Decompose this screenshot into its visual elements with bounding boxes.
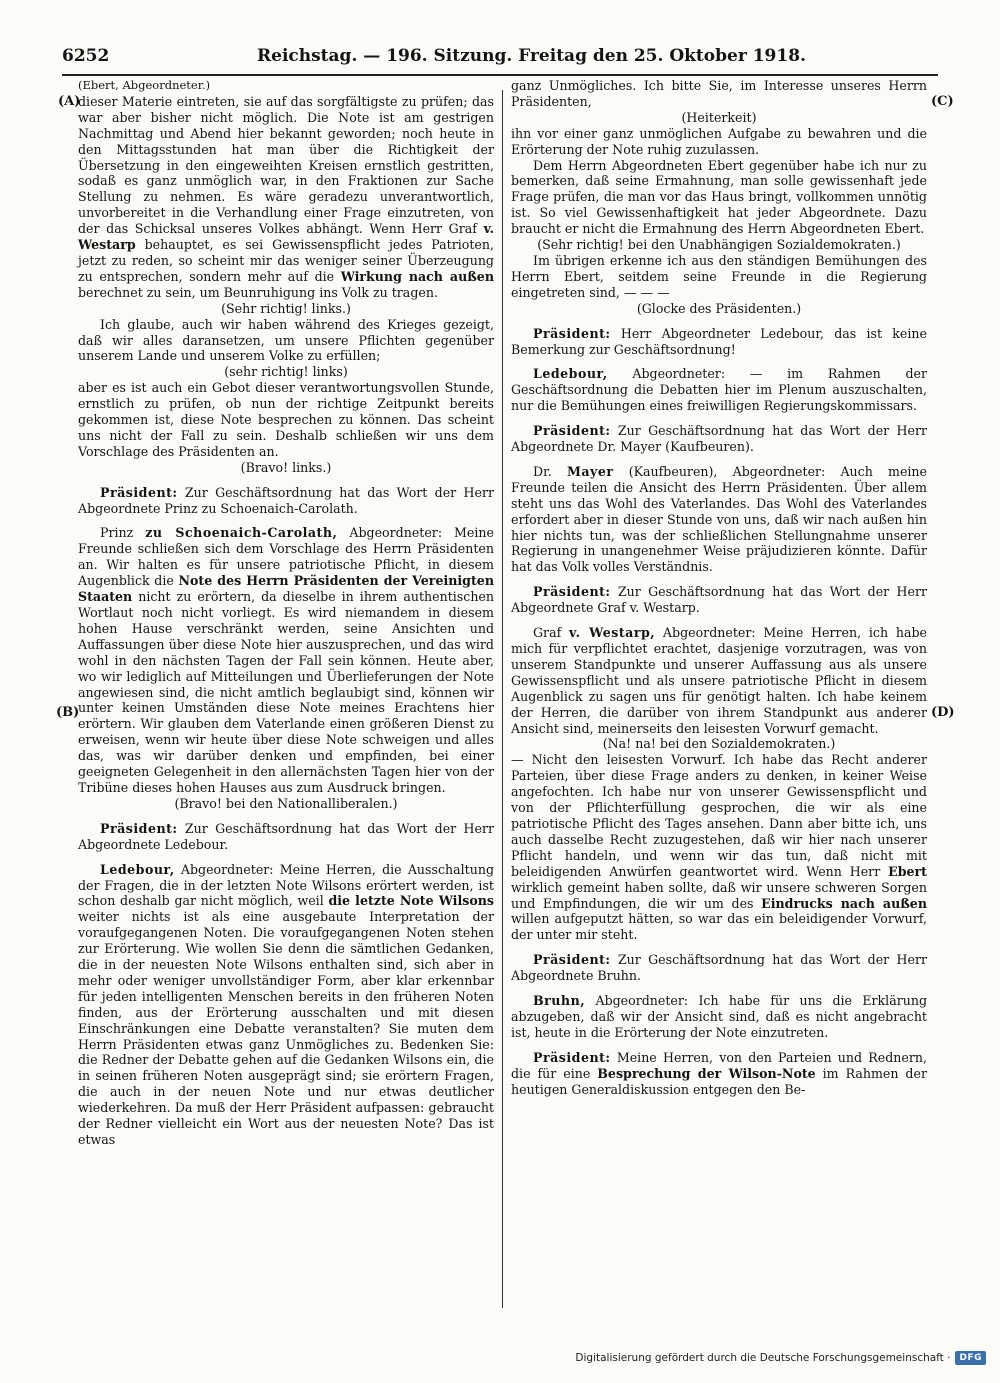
margin-marker-b: (B) [56, 705, 80, 720]
digitization-footer [575, 1351, 986, 1365]
speech-entry: Präsident: Zur Geschäftsordnung hat das Wort der Herr Abgeordnete Graf v. Westarp. [511, 584, 927, 616]
speaker-name: Bruhn, [533, 993, 586, 1009]
speech-entry: Präsident: Herr Abgeordneter Ledebour, das ist keine Bemerkung zur Geschäftsordnung! [511, 325, 927, 357]
speaker-name: Ledebour, [100, 861, 175, 877]
running-title: Reichstag. — 196. Sitzung. Freitag den 25. Oktober 1918. [257, 46, 806, 66]
speech-entry: Dr. Mayer (Kaufbeuren), Abgeordneter: Auch meine Freunde teilen die Ansicht des Herrn Präsidenten. Über allem steht uns das Wohl des Vaterlandes. Das Wohl des Vaterlandes erfordert aber in dieser Stunde von uns, daß wir nach außen hin hier nichts tun, was der schließlichen Stellungnahme unserer Regierung in unangenehmer Weise präjudizieren könnte. Dafür hat das Volk volles Verständnis. [511, 463, 927, 575]
paragraph: ihn vor einer ganz unmöglichen Aufgabe zu bewahren und die Erörterung der Note ruhig zuzulassen. [511, 125, 927, 157]
speaker-name: Präsident: [533, 423, 611, 439]
interjection: (Sehr richtig! links.) [221, 300, 351, 316]
speaker-name: zu Schoenaich-Carolath, [145, 525, 338, 541]
paragraph: Dem Herrn Abgeordneten Ebert gegenüber habe ich nur zu bemerken, daß seine Ermahnung, man solle gewissenhaft jede Frage prüfen, die man vor das Haus bringt, vollkommen unnötig ist. So viel Gewissenhaftigkeit hat jeder Abgeordnete. Dazu braucht er nicht die Ermahnung des Herrn Abgeordneten Ebert. [511, 157, 927, 237]
speaker-name: Präsident: [533, 1049, 611, 1065]
speaker-name: Präsident: [533, 952, 611, 968]
interjection: (Na! na! bei den Sozialdemokraten.) [602, 736, 836, 752]
speaker-name: Mayer [566, 463, 614, 479]
margin-marker-d: (D) [931, 705, 955, 720]
paragraph: ganz Unmögliches. Ich bitte Sie, im Interesse unseres Herrn Präsidenten, [511, 78, 927, 109]
page-header [62, 46, 938, 74]
paragraph: aber es ist auch ein Gebot dieser verantwortungsvollen Stunde, ernstlich zu prüfen, ob nun der richtige Zeitpunkt bereits gekommen ist, diese Note besprechen zu können. Das scheint uns nicht der Fall zu sein. Deshalb schließen wir uns dem Vorschlage des Präsidenten an. [78, 380, 494, 459]
speaker-name: Präsident: [100, 820, 178, 836]
interjection: (Bravo! links.) [240, 459, 332, 475]
paragraph: — Nicht den leisesten Vorwurf. Ich habe das Recht anderer Parteien, über diese Frage anders zu denken, in keiner Weise angefochten. Ich habe nur von unserer Gewissenspflicht und von der Pflichterfüllung gesprochen, die wir als eine patriotische Pflicht des Tages ansehen. Dann aber bitte ich, uns auch dasselbe Recht zuzugestehen, daß wir hier nach unserer Pflicht handeln, und wenn wir das tun, daß nicht mit beleidigenden Anwürfen geantwortet wird. Wenn Herr Ebert wirklich gemeint haben sollte, daß wir unsere schweren Sorgen und Empfindungen, die wir um des Eindrucks nach außen willen aufgeputzt hätten, so war das ein beleidigender Vorwurf, der unter mir steht. [511, 752, 927, 943]
speaker-name: Präsident: [100, 484, 178, 500]
interjection: (Sehr richtig! bei den Unabhängigen Sozialdemokraten.) [537, 237, 901, 253]
margin-marker-a: (A) [58, 94, 81, 109]
speech-entry: Präsident: Zur Geschäftsordnung hat das Wort der Herr Abgeordnete Ledebour. [78, 820, 494, 852]
speaker-name: Präsident: [533, 325, 611, 341]
speech-entry: Prinz zu Schoenaich-Carolath, Abgeordneter: Meine Freunde schließen sich dem Vorschlage des Herrn Präsidenten an. Wir halten es für unsere patriotische Pflicht, in diesem Augenblick die Note des Herrn Präsidenten der Vereinigten Staaten nicht zu erörtern, da dieselbe in ihrem authentischen Wortlaut noch nicht vorliegt. Es wird niemandem in diesem hohen Hause verschränkt werden, seine Ansichten und Auffassungen über diese Note hier auszusprechen, und das wird wohl in den nächsten Tagen der Fall sein können. Heute aber, wo wir lediglich auf Mitteilungen und Überlieferungen der Note angewiesen sind, die nicht amtlich beglaubigt sind, können wir unter keinen Umständen diese Note meines Erachtens hier erörtern. Wir glauben dem Vaterlande einen größeren Dienst zu erweisen, wenn wir heute über diese Note schweigen und alles das, was wir darüber denken und empfinden, bei einer geeigneten Gelegenheit in den allernächsten Tagen hier von der Tribüne dieses hohen Hauses aus zum Ausdruck bringen. [78, 525, 494, 795]
speaker-name: Ledebour, [533, 366, 608, 382]
speaker-name: Präsident: [533, 584, 611, 600]
column-divider [502, 90, 503, 1308]
speech-entry: Präsident: Zur Geschäftsordnung hat das Wort der Herr Abgeordnete Dr. Mayer (Kaufbeuren). [511, 423, 927, 455]
footer-text: Digitalisierung gefördert durch die Deutsche Forschungsgemeinschaft · [575, 1352, 951, 1364]
continued-speaker: (Ebert, Abgeordneter.) [78, 78, 211, 92]
interjection: (Glocke des Präsidenten.) [636, 300, 802, 316]
margin-marker-c: (C) [931, 94, 954, 109]
paragraph: dieser Materie eintreten, sie auf das sorgfältigste zu prüfen; das war aber bisher nicht möglich. Die Note ist am gestrigen Nachmittag und Abend hier bekannt geworden; noch heute in den Mittagsstunden hat man über die Richtigkeit der Übersetzung in den eingeweihten Kreisen ernstlich gestritten, sodaß es ganz unmöglich war, in den Fraktionen zur Sache Stellung zu nehmen. Es wäre geradezu unverantwortlich, unvorbereitet in die Verhandlung einer Frage einzutreten, von der das Schicksal unseres Volkes abhängt. Wenn Herr Graf v. Westarp behauptet, es sei Gewissenspflicht jedes Patrioten, jetzt zu reden, so scheint mir das weniger seiner Überzeugung zu entsprechen, sondern mehr auf die Wirkung nach außen berechnet zu sein, um Beunruhigung ins Volk zu tragen. [78, 93, 494, 300]
speech-entry: Ledebour, Abgeordneter: Meine Herren, die Ausschaltung der Fragen, die in der letzten Note Wilsons erörtert werden, ist schon deshalb gar nicht möglich, weil die letzte Note Wilsons weiter nichts ist als eine ausgebaute Interpretation der voraufgegangenen Noten. Die voraufgegangenen Noten stehen zur Erörterung. Wie wollen Sie denn die sämtlichen Gedanken, die in der neuesten Note Wilsons enthalten sind, sich aber in mehr oder weniger unvollständiger Form, aber klar erkennbar für jeden intelligenten Menschen bereits in den früheren Noten finden, aus der Erörterung ausschalten und mit diesen Einschränkungen eine Debatte veranstalten? Sie muten dem Herrn Präsidenten etwas ganz Unmögliches zu. Bedenken Sie: die Redner der Debatte gehen auf die Gedanken Wilsons ein, die in seinen früheren Noten ausgeprägt sind; sie erörtern Fragen, die auch in der neuen Note und nur etwas deutlicher wiederkehren. Da muß der Herr Präsident aufpassen: gebraucht der Redner vielleicht ein Wort aus der neuesten Note? Das ist etwas [78, 861, 494, 1147]
interjection: (sehr richtig! links) [224, 364, 348, 380]
speaker-name: v. Westarp, [569, 625, 656, 641]
speech-entry: Präsident: Meine Herren, von den Parteien und Rednern, die für eine Besprechung der Wilson-Note im Rahmen der heutigen Generaldiskussion entgegen den Be- [511, 1049, 927, 1097]
left-column [78, 78, 494, 1148]
speech-entry: Präsident: Zur Geschäftsordnung hat das Wort der Herr Abgeordnete Prinz zu Schoenaich-Carolath. [78, 484, 494, 516]
header-rule [62, 74, 938, 76]
paragraph: Im übrigen erkenne ich aus den ständigen Bemühungen des Herrn Ebert, seitdem seine Freunde in die Regierung eingetreten sind, — — — [511, 252, 927, 300]
page-number: 6252 [62, 46, 110, 66]
dfg-logo: DFG [955, 1351, 986, 1365]
speech-entry: Präsident: Zur Geschäftsordnung hat das Wort der Herr Abgeordnete Bruhn. [511, 952, 927, 984]
speech-entry: Graf v. Westarp, Abgeordneter: Meine Herren, ich habe mich für verpflichtet erachtet, dasjenige vorzutragen, was von unserem Standpunkte und unserer Auffassung aus als unsere Gewissenspflicht und als unsere patriotische Pflicht in diesem Augenblick zu sagen uns für genötigt halten. Ich habe keinem der Herren, die darüber von ihrem Standpunkt aus anderer Ansicht sind, meinerseits den leisesten Vorwurf gemacht. [511, 625, 927, 736]
right-column [511, 78, 927, 1097]
paragraph: Ich glaube, auch wir haben während des Krieges gezeigt, daß wir alles daransetzen, um unsere Pflichten gegenüber unserem Lande und unserem Volke zu erfüllen; [78, 316, 494, 364]
interjection: (Heiterkeit) [681, 109, 757, 125]
interjection: (Bravo! bei den Nationalliberalen.) [174, 795, 398, 811]
speech-entry: Ledebour, Abgeordneter: — im Rahmen der Geschäftsordnung die Debatten hier im Plenum auszuschalten, nur die Bemühungen eines freiwilligen Regierungskommissars. [511, 366, 927, 414]
speech-entry: Bruhn, Abgeordneter: Ich habe für uns die Erklärung abzugeben, daß wir der Ansicht sind, daß es nicht angebracht ist, heute in die Erörterung der Note einzutreten. [511, 993, 928, 1040]
